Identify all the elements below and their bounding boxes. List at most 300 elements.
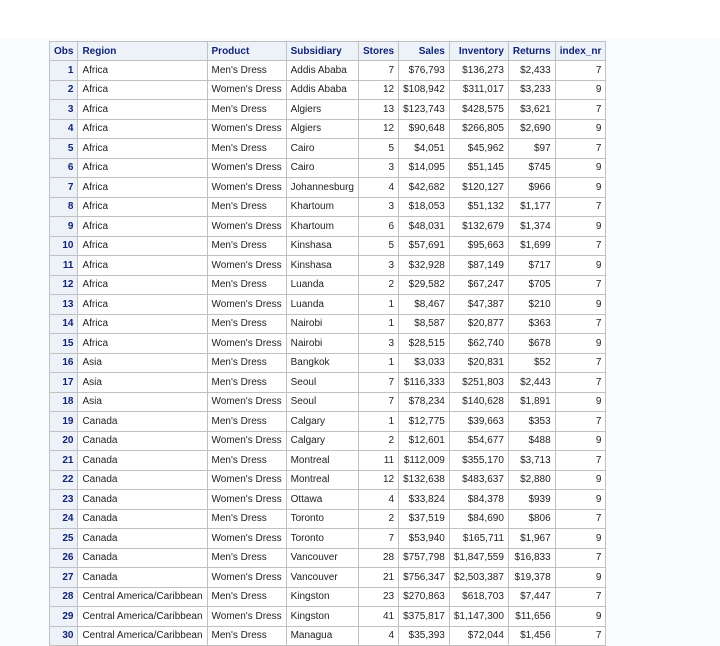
cell-product: Men's Dress [207,100,286,120]
cell-product: Women's Dress [207,178,286,198]
cell-sales: $4,051 [399,139,450,159]
cell-obs: 24 [50,509,78,529]
cell-subsidiary: Luanda [286,275,358,295]
table-row [50,197,606,217]
cell-index-nr: 9 [555,490,606,510]
cell-inventory: $165,711 [449,529,508,549]
cell-returns: $3,233 [508,80,555,100]
cell-inventory: $266,805 [449,119,508,139]
cell-subsidiary: Khartoum [286,217,358,237]
cell-inventory: $51,132 [449,197,508,217]
cell-product: Men's Dress [207,548,286,568]
cell-obs: 15 [50,334,78,354]
table-row [50,100,606,120]
table-row [50,548,606,568]
table-row [50,568,606,588]
cell-subsidiary: Addis Ababa [286,80,358,100]
table-row [50,158,606,178]
cell-sales: $3,033 [399,353,450,373]
cell-subsidiary: Khartoum [286,197,358,217]
table-row [50,275,606,295]
cell-product: Men's Dress [207,61,286,81]
cell-returns: $16,833 [508,548,555,568]
cell-subsidiary: Montreal [286,470,358,490]
cell-subsidiary: Vancouver [286,568,358,588]
cell-returns: $3,621 [508,100,555,120]
cell-inventory: $87,149 [449,256,508,276]
cell-inventory: $20,831 [449,353,508,373]
cell-stores: 1 [358,295,398,315]
cell-subsidiary: Toronto [286,509,358,529]
cell-product: Men's Dress [207,373,286,393]
cell-region: Africa [78,100,207,120]
cell-returns: $97 [508,139,555,159]
cell-obs: 7 [50,178,78,198]
cell-stores: 21 [358,568,398,588]
cell-sales: $48,031 [399,217,450,237]
cell-returns: $678 [508,334,555,354]
cell-returns: $1,456 [508,626,555,646]
cell-index-nr: 9 [555,119,606,139]
cell-inventory: $140,628 [449,392,508,412]
data-table [49,41,606,646]
cell-region: Africa [78,275,207,295]
cell-subsidiary: Nairobi [286,334,358,354]
cell-region: Asia [78,373,207,393]
cell-returns: $1,177 [508,197,555,217]
cell-subsidiary: Cairo [286,139,358,159]
cell-region: Africa [78,80,207,100]
cell-subsidiary: Calgary [286,431,358,451]
cell-stores: 5 [358,236,398,256]
cell-returns: $705 [508,275,555,295]
cell-sales: $756,347 [399,568,450,588]
cell-obs: 5 [50,139,78,159]
cell-returns: $745 [508,158,555,178]
cell-obs: 3 [50,100,78,120]
cell-stores: 1 [358,353,398,373]
table-row [50,392,606,412]
cell-subsidiary: Cairo [286,158,358,178]
cell-product: Women's Dress [207,490,286,510]
cell-stores: 4 [358,626,398,646]
cell-obs: 1 [50,61,78,81]
cell-product: Men's Dress [207,236,286,256]
table-row [50,236,606,256]
cell-inventory: $95,663 [449,236,508,256]
cell-subsidiary: Nairobi [286,314,358,334]
cell-returns: $1,891 [508,392,555,412]
cell-index-nr: 7 [555,373,606,393]
cell-region: Asia [78,353,207,373]
cell-product: Women's Dress [207,158,286,178]
cell-returns: $488 [508,431,555,451]
cell-returns: $2,443 [508,373,555,393]
cell-index-nr: 9 [555,256,606,276]
cell-region: Asia [78,392,207,412]
cell-stores: 3 [358,158,398,178]
cell-inventory: $72,044 [449,626,508,646]
cell-obs: 10 [50,236,78,256]
cell-index-nr: 9 [555,470,606,490]
cell-subsidiary: Johannesburg [286,178,358,198]
cell-region: Canada [78,568,207,588]
cell-index-nr: 7 [555,626,606,646]
cell-returns: $19,378 [508,568,555,588]
cell-stores: 6 [358,217,398,237]
cell-returns: $2,690 [508,119,555,139]
cell-sales: $29,582 [399,275,450,295]
cell-sales: $757,798 [399,548,450,568]
cell-index-nr: 9 [555,295,606,315]
cell-sales: $57,691 [399,236,450,256]
cell-inventory: $47,387 [449,295,508,315]
cell-subsidiary: Addis Ababa [286,61,358,81]
cell-subsidiary: Luanda [286,295,358,315]
cell-region: Canada [78,490,207,510]
cell-index-nr: 7 [555,197,606,217]
cell-index-nr: 9 [555,568,606,588]
cell-index-nr: 7 [555,100,606,120]
cell-product: Men's Dress [207,275,286,295]
cell-stores: 41 [358,607,398,627]
cell-product: Men's Dress [207,626,286,646]
cell-subsidiary: Kinshasa [286,256,358,276]
cell-inventory: $67,247 [449,275,508,295]
cell-product: Women's Dress [207,334,286,354]
cell-returns: $1,967 [508,529,555,549]
cell-product: Men's Dress [207,509,286,529]
cell-region: Canada [78,451,207,471]
cell-region: Africa [78,236,207,256]
cell-stores: 7 [358,392,398,412]
cell-returns: $3,713 [508,451,555,471]
cell-obs: 17 [50,373,78,393]
cell-sales: $116,333 [399,373,450,393]
cell-region: Canada [78,529,207,549]
cell-subsidiary: Vancouver [286,548,358,568]
cell-region: Africa [78,197,207,217]
cell-product: Women's Dress [207,295,286,315]
cell-region: Africa [78,158,207,178]
table-row [50,529,606,549]
cell-stores: 12 [358,119,398,139]
cell-obs: 4 [50,119,78,139]
cell-subsidiary: Bangkok [286,353,358,373]
cell-stores: 3 [358,334,398,354]
cell-sales: $108,942 [399,80,450,100]
cell-inventory: $355,170 [449,451,508,471]
table-row [50,314,606,334]
cell-stores: 7 [358,61,398,81]
cell-stores: 7 [358,373,398,393]
table-row [50,295,606,315]
cell-index-nr: 7 [555,275,606,295]
cell-obs: 26 [50,548,78,568]
cell-sales: $12,775 [399,412,450,432]
cell-obs: 28 [50,587,78,607]
cell-obs: 11 [50,256,78,276]
cell-stores: 3 [358,197,398,217]
cell-product: Women's Dress [207,217,286,237]
cell-index-nr: 9 [555,217,606,237]
cell-sales: $112,009 [399,451,450,471]
table-row [50,587,606,607]
cell-inventory: $84,378 [449,490,508,510]
cell-stores: 1 [358,412,398,432]
cell-returns: $2,433 [508,61,555,81]
table-row [50,451,606,471]
cell-subsidiary: Managua [286,626,358,646]
cell-obs: 16 [50,353,78,373]
column-header-obs: Obs [50,42,78,61]
cell-region: Africa [78,61,207,81]
cell-obs: 9 [50,217,78,237]
cell-obs: 19 [50,412,78,432]
cell-obs: 30 [50,626,78,646]
cell-obs: 12 [50,275,78,295]
cell-region: Central America/Caribbean [78,587,207,607]
cell-stores: 5 [358,139,398,159]
cell-inventory: $251,803 [449,373,508,393]
cell-stores: 4 [358,178,398,198]
cell-obs: 14 [50,314,78,334]
cell-subsidiary: Ottawa [286,490,358,510]
cell-returns: $52 [508,353,555,373]
cell-subsidiary: Toronto [286,529,358,549]
cell-index-nr: 7 [555,412,606,432]
cell-returns: $353 [508,412,555,432]
cell-sales: $32,928 [399,256,450,276]
column-header-product: Product [207,42,286,61]
cell-stores: 2 [358,275,398,295]
cell-index-nr: 9 [555,529,606,549]
cell-region: Central America/Caribbean [78,607,207,627]
cell-product: Women's Dress [207,392,286,412]
cell-region: Africa [78,256,207,276]
cell-product: Women's Dress [207,529,286,549]
column-header-sales: Sales [399,42,450,61]
cell-product: Men's Dress [207,139,286,159]
cell-stores: 2 [358,431,398,451]
cell-obs: 20 [50,431,78,451]
cell-subsidiary: Seoul [286,373,358,393]
cell-index-nr: 9 [555,334,606,354]
column-header-stores: Stores [358,42,398,61]
cell-inventory: $428,575 [449,100,508,120]
table-row [50,119,606,139]
table-row [50,412,606,432]
cell-sales: $132,638 [399,470,450,490]
cell-stores: 23 [358,587,398,607]
cell-region: Canada [78,548,207,568]
cell-inventory: $84,690 [449,509,508,529]
table-row [50,353,606,373]
cell-stores: 13 [358,100,398,120]
cell-index-nr: 9 [555,178,606,198]
cell-index-nr: 7 [555,587,606,607]
cell-stores: 4 [358,490,398,510]
cell-region: Africa [78,295,207,315]
cell-inventory: $311,017 [449,80,508,100]
cell-index-nr: 7 [555,451,606,471]
cell-index-nr: 7 [555,61,606,81]
cell-subsidiary: Calgary [286,412,358,432]
column-header-subsidiary: Subsidiary [286,42,358,61]
cell-region: Africa [78,139,207,159]
cell-inventory: $45,962 [449,139,508,159]
cell-index-nr: 7 [555,353,606,373]
cell-index-nr: 7 [555,236,606,256]
cell-stores: 7 [358,529,398,549]
cell-inventory: $51,145 [449,158,508,178]
cell-product: Men's Dress [207,197,286,217]
cell-product: Men's Dress [207,451,286,471]
cell-region: Africa [78,334,207,354]
cell-index-nr: 7 [555,314,606,334]
cell-returns: $11,656 [508,607,555,627]
cell-sales: $35,393 [399,626,450,646]
cell-inventory: $136,273 [449,61,508,81]
cell-returns: $1,699 [508,236,555,256]
cell-inventory: $20,877 [449,314,508,334]
cell-product: Women's Dress [207,607,286,627]
cell-index-nr: 7 [555,139,606,159]
cell-sales: $18,053 [399,197,450,217]
cell-obs: 22 [50,470,78,490]
cell-product: Women's Dress [207,256,286,276]
cell-sales: $14,095 [399,158,450,178]
cell-returns: $210 [508,295,555,315]
cell-inventory: $618,703 [449,587,508,607]
cell-inventory: $62,740 [449,334,508,354]
cell-stores: 12 [358,470,398,490]
cell-index-nr: 9 [555,607,606,627]
cell-subsidiary: Kingston [286,607,358,627]
cell-obs: 21 [50,451,78,471]
cell-subsidiary: Algiers [286,100,358,120]
table-row [50,373,606,393]
cell-sales: $76,793 [399,61,450,81]
cell-returns: $939 [508,490,555,510]
cell-product: Women's Dress [207,568,286,588]
cell-inventory: $1,147,300 [449,607,508,627]
cell-sales: $78,234 [399,392,450,412]
cell-subsidiary: Seoul [286,392,358,412]
cell-inventory: $39,663 [449,412,508,432]
cell-sales: $270,863 [399,587,450,607]
cell-stores: 2 [358,509,398,529]
cell-stores: 11 [358,451,398,471]
cell-region: Africa [78,314,207,334]
table-row [50,334,606,354]
table-row [50,61,606,81]
cell-obs: 2 [50,80,78,100]
cell-sales: $12,601 [399,431,450,451]
cell-region: Canada [78,509,207,529]
cell-index-nr: 7 [555,548,606,568]
cell-subsidiary: Kinshasa [286,236,358,256]
table-row [50,470,606,490]
cell-returns: $7,447 [508,587,555,607]
cell-subsidiary: Algiers [286,119,358,139]
column-header-inventory: Inventory [449,42,508,61]
cell-subsidiary: Montreal [286,451,358,471]
cell-product: Men's Dress [207,412,286,432]
table-body [50,61,606,646]
cell-region: Africa [78,119,207,139]
table-row [50,139,606,159]
cell-region: Canada [78,431,207,451]
cell-sales: $53,940 [399,529,450,549]
cell-stores: 28 [358,548,398,568]
cell-returns: $806 [508,509,555,529]
cell-sales: $123,743 [399,100,450,120]
table-row [50,256,606,276]
cell-obs: 29 [50,607,78,627]
cell-stores: 1 [358,314,398,334]
cell-index-nr: 7 [555,509,606,529]
cell-sales: $42,682 [399,178,450,198]
header-row [50,42,606,61]
cell-inventory: $132,679 [449,217,508,237]
cell-stores: 3 [358,256,398,276]
table-row [50,178,606,198]
cell-stores: 12 [358,80,398,100]
table-row [50,509,606,529]
cell-obs: 18 [50,392,78,412]
cell-product: Women's Dress [207,470,286,490]
cell-region: Canada [78,470,207,490]
cell-product: Men's Dress [207,353,286,373]
table-row [50,490,606,510]
cell-sales: $28,515 [399,334,450,354]
cell-inventory: $54,677 [449,431,508,451]
cell-obs: 27 [50,568,78,588]
cell-obs: 23 [50,490,78,510]
cell-returns: $2,880 [508,470,555,490]
cell-sales: $37,519 [399,509,450,529]
cell-inventory: $2,503,387 [449,568,508,588]
cell-sales: $375,817 [399,607,450,627]
cell-sales: $33,824 [399,490,450,510]
cell-returns: $1,374 [508,217,555,237]
table-row [50,607,606,627]
cell-sales: $8,467 [399,295,450,315]
cell-region: Africa [78,217,207,237]
cell-obs: 6 [50,158,78,178]
table-row [50,217,606,237]
cell-subsidiary: Kingston [286,587,358,607]
column-header-index-nr: index_nr [555,42,606,61]
cell-obs: 13 [50,295,78,315]
cell-index-nr: 9 [555,431,606,451]
cell-product: Women's Dress [207,119,286,139]
cell-obs: 25 [50,529,78,549]
cell-region: Canada [78,412,207,432]
cell-inventory: $483,637 [449,470,508,490]
table-row [50,80,606,100]
table-row [50,431,606,451]
column-header-returns: Returns [508,42,555,61]
table-row [50,626,606,646]
cell-obs: 8 [50,197,78,217]
cell-inventory: $120,127 [449,178,508,198]
cell-returns: $717 [508,256,555,276]
cell-product: Women's Dress [207,431,286,451]
cell-index-nr: 9 [555,158,606,178]
cell-returns: $363 [508,314,555,334]
